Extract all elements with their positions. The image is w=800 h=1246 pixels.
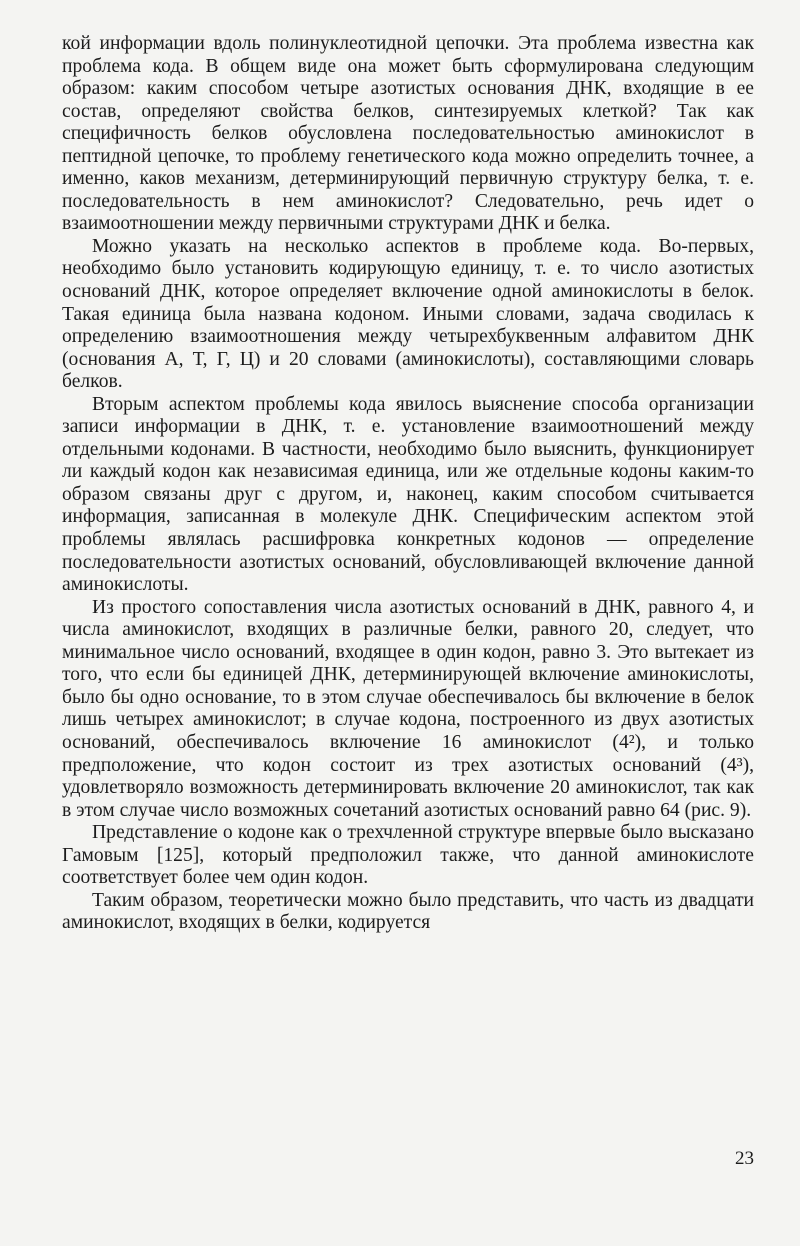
paragraph-2: Можно указать на несколько аспектов в проблеме кода. Во-первых, необходимо было установить кодирующую единицу, т. е. то число азотистых оснований ДНК, которое определяет включение одной аминокислоты в белок. Такая единица была названа кодоном. Иными словами, задача сводилась к определению взаимоотношения между четырехбуквенным алфавитом ДНК (основания А, Т, Г, Ц) и 20 словами (аминокислоты), составляющими словарь белков. <box>62 235 754 393</box>
page-number: 23 <box>735 1148 754 1169</box>
paragraph-4: Из простого сопоставления числа азотистых оснований в ДНК, равного 4, и числа аминокислот, входящих в различные белки, равного 20, следует, что минимальное число оснований, входящее в один кодон, равно 3. Это вытекает из того, что если бы единицей ДНК, детерминирующей включение аминокислоты, было бы одно основание, то в этом случае обеспечивалось бы включение в белок лишь четырех аминокислот; в случае кодона, построенного из двух азотистых оснований, обеспечивалось включение 16 аминокислот (4²), и только предположение, что кодон состоит из трех азотистых оснований (4³), удовлетворяло возможность детерминировать включение 20 аминокислот, так как в этом случае число возможных сочетаний азотистых оснований равно 64 (рис. 9). <box>62 596 754 821</box>
paragraph-6: Таким образом, теоретически можно было представить, что часть из двадцати аминокислот, входящих в белки, кодируется <box>62 889 754 934</box>
paragraph-3: Вторым аспектом проблемы кода явилось выяснение способа организации записи информации в ДНК, т. е. установление взаимоотношений между отдельными кодонами. В частности, необходимо было выяснить, функционирует ли каждый кодон как независимая единица, или же отдельные кодоны каким-то образом связаны друг с другом, и, наконец, каким способом считывается информация, записанная в молекуле ДНК. Специфическим аспектом этой проблемы являлась расшифровка конкретных кодонов — определение последовательности азотистых оснований, обусловливающей включение данной аминокислоты. <box>62 393 754 596</box>
body-text <box>62 33 754 935</box>
paragraph-5: Представление о кодоне как о трехчленной структуре впервые было высказано Гамовым [125], который предположил также, что данной аминокислоте соответствует более чем один кодон. <box>62 822 754 889</box>
paragraph-1: кой информации вдоль полинуклеотидной цепочки. Эта проблема известна как проблема кода. В общем виде она может быть сформулирована следующим образом: каким способом четыре азотистых основания ДНК, входящие в ее состав, определяют свойства белков, синтезируемых клеткой? Так как специфичность белков обусловлена последовательностью аминокислот в пептидной цепочке, то проблему генетического кода можно определить точнее, а именно, каков механизм, детерминирующий первичную структуру белка, т. е. последовательность в нем аминокислот? Следовательно, речь идет о взаимоотношении между первичными структурами ДНК и белка. <box>62 33 754 235</box>
